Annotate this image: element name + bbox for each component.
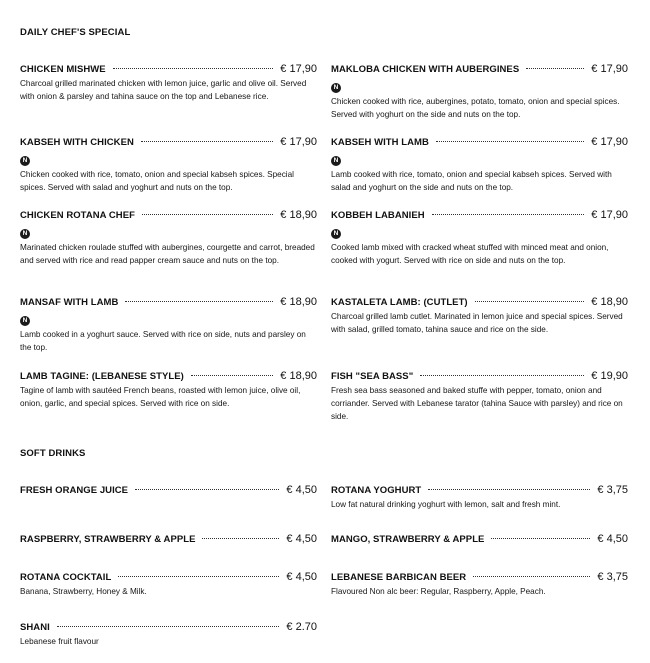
dot-leader [526,68,584,69]
item-description: Flavoured Non alc beer: Regular, Raspberry, Apple, Peach. [331,587,546,596]
menu-item [20,571,317,598]
n-badge-icon: N [331,229,341,239]
menu-item [331,136,628,194]
dot-leader [118,576,279,577]
item-name: FRESH ORANGE JUICE [20,485,129,496]
item-description: Lebanese fruit flavour [20,637,99,646]
item-price: € 4,50 [286,533,317,545]
item-price: € 17,90 [280,63,317,75]
item-description: Lamb cooked in a yoghurt sauce. Served with rice on side, nuts and parsley on the top. [20,330,306,352]
dot-leader [475,301,585,302]
item-description: Banana, Strawberry, Honey & Milk. [20,587,147,596]
menu-item [331,484,628,511]
item-description: Chicken cooked with rice, aubergines, potato, tomato, onion and special spices. Served with yoghurt on the side and nuts on the top. [331,97,620,119]
menu-item [20,136,317,194]
item-price: € 2.70 [286,621,317,633]
item-price: € 3,75 [597,484,628,496]
dot-leader [125,301,273,302]
item-description: Marinated chicken roulade stuffed with aubergines, courgette and carrot, breaded and served with rice and read papper cream sauce and nuts on the top. [20,243,315,265]
n-badge-icon: N [331,156,341,166]
item-description: Charcoal grilled lamb cutlet. Marinated in lemon juice and special spices. Served with salad, grilled tomato, tahina sauce and rice on the side. [331,312,623,334]
item-price: € 18,90 [280,370,317,382]
dot-leader [202,538,279,539]
n-badge-icon: N [20,316,30,326]
item-description: Cooked lamb mixed with cracked wheat stuffed with minced meat and onion, cooked with yogurt. Served with rice on side and nuts on the top. [331,243,609,265]
n-badge-icon: N [20,156,30,166]
item-name: KABSEH WITH LAMB [331,137,429,148]
item-name: SHANI [20,622,50,633]
item-price: € 17,90 [591,136,628,148]
menu-item [331,63,628,121]
item-name: KABSEH WITH CHICKEN [20,137,134,148]
dot-leader [135,489,279,490]
dot-leader [142,214,273,215]
item-name: RASPBERRY, STRAWBERRY & APPLE [20,534,196,545]
dot-leader [141,141,273,142]
item-description: Tagine of lamb with sautéed French beans, roasted with lemon juice, olive oil, onion, garlic, and special spices. Served with rice on side. [20,386,301,408]
item-name: MAKLOBA CHICKEN WITH AUBERGINES [331,64,520,75]
item-name: KASTALETA LAMB: (CUTLET) [331,297,468,308]
item-name: KOBBEH LABANIEH [331,210,425,221]
menu-item [331,209,628,267]
item-price: € 17,90 [591,209,628,221]
item-price: € 19,90 [591,370,628,382]
item-description: Chicken cooked with rice, tomato, onion and special kabseh spices. Special spices. Served with salad and yoghurt and nuts on the top. [20,170,294,192]
menu-item [20,484,317,497]
menu-item [331,533,628,546]
menu-item [331,571,628,598]
item-description: Lamb cooked with rice, tomato, onion and special kabseh spices. Served with salad and yoghurt on the side and nuts on the top. [331,170,612,192]
menu-item [20,533,317,546]
item-name: ROTANA COCKTAIL [20,572,112,583]
dot-leader [428,489,590,490]
item-name: LEBANESE BARBICAN BEER [331,572,467,583]
item-name: CHICKEN ROTANA CHEF [20,210,135,221]
dot-leader [436,141,584,142]
item-description: Low fat natural drinking yoghurt with lemon, salt and fresh mint. [331,500,561,509]
section-title-daily-special: DAILY CHEF'S SPECIAL [20,27,131,38]
n-badge-icon: N [331,83,341,93]
item-price: € 4,50 [286,571,317,583]
item-description: Fresh sea bass seasoned and baked stuffe with pepper, tomato, onion and corriander. Served with Lebanese tarator (tahina Sauce with parsley) and rice on side. [331,386,623,421]
item-price: € 4,50 [597,533,628,545]
dot-leader [191,375,273,376]
item-name: FISH "SEA BASS" [331,371,414,382]
dot-leader [57,626,280,627]
item-name: LAMB TAGINE: (LEBANESE STYLE) [20,371,184,382]
item-name: MANSAF WITH LAMB [20,297,119,308]
section-title-soft-drinks: SOFT DRINKS [20,448,86,459]
menu-item [20,370,317,410]
item-description: Charcoal grilled marinated chicken with lemon juice, garlic and olive oil. Served with onion & parsley and tahina sauce on the top and Lebanese rice. [20,79,307,101]
dot-leader [432,214,585,215]
menu-item [20,209,317,267]
item-price: € 17,90 [591,63,628,75]
dot-leader [473,576,590,577]
n-badge-icon: N [20,229,30,239]
menu-item [331,370,628,423]
item-name: MANGO, STRAWBERRY & APPLE [331,534,485,545]
dot-leader [420,375,584,376]
menu-item [20,296,317,354]
item-price: € 3,75 [597,571,628,583]
item-price: € 18,90 [591,296,628,308]
menu-item [20,63,317,103]
menu-item [20,621,317,648]
item-price: € 4,50 [286,484,317,496]
item-name: ROTANA YOGHURT [331,485,422,496]
menu-item [331,296,628,336]
item-name: CHICKEN MISHWE [20,64,106,75]
dot-leader [113,68,274,69]
item-price: € 18,90 [280,209,317,221]
item-price: € 17,90 [280,136,317,148]
item-price: € 18,90 [280,296,317,308]
dot-leader [491,538,590,539]
